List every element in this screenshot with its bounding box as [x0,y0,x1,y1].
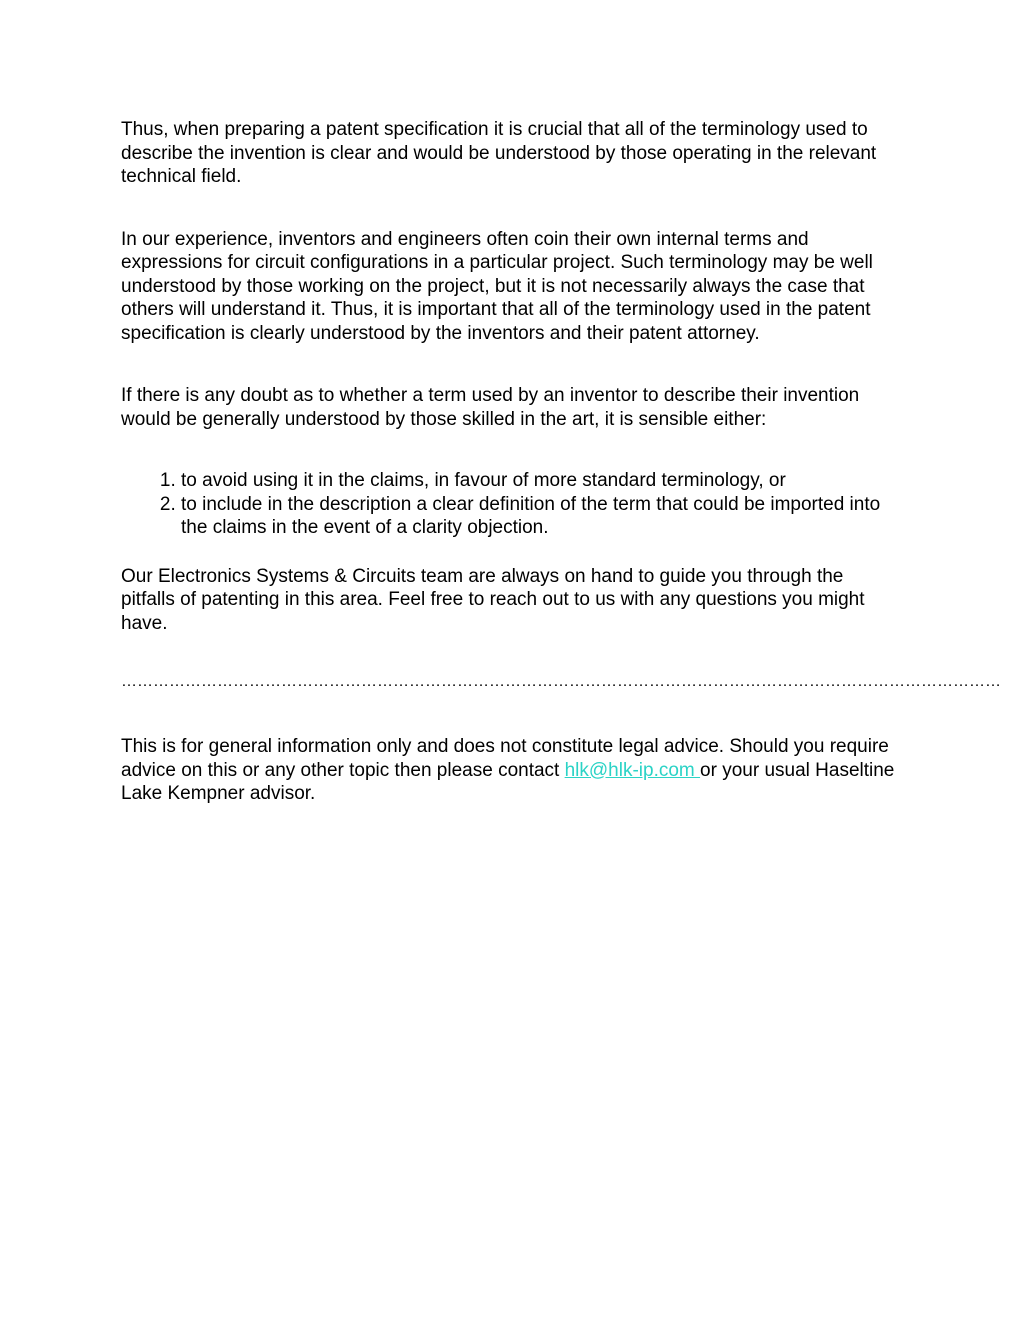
disclaimer-text: This is for general information only and does not constitute legal advice. Should you require advice on this or any other topic then please contact [121,736,889,781]
document-page [121,118,1001,806]
disclaimer [121,735,901,806]
dotted-divider: ………………………………………………………………………………………………………………………………………………… [121,673,1001,690]
list-item: 2. to include in the description a clear definition of the term that could be imported into the claims in the event of a clarity objection. [181,493,901,540]
paragraph-experience: In our experience, inventors and engineers often coin their own internal terms and expressions for circuit configurations in a particular project. Such terminology may be well understood by those working on the project, but it is not necessarily always the case that others will understand it. Thus, it is important that all of the terminology used in the patent specification is clearly understood by the inventors and their patent attorney. [121,228,873,344]
email-link[interactable]: hlk@hlk-ip.com [564,759,701,781]
paragraph-doubt: If there is any doubt as to whether a term used by an inventor to describe their invention would be generally understood by those skilled in the art, it is sensible either: [121,385,860,430]
paragraph-terminology: Thus, when preparing a patent specification it is crucial that all of the terminology used to describe the invention is clear and would be understood by those operating in the relevant technical field. [121,119,877,187]
disclaimer-text-end: or your usual Haseltine Lake Kempner advisor. [121,759,895,804]
options-list [121,469,901,540]
list-item: 1. to avoid using it in the claims, in favour of more standard terminology, or [181,469,901,493]
paragraph-team: Our Electronics Systems & Circuits team are always on hand to guide you through the pitfalls of patenting in this area. Feel free to reach out to us with any questions you might have. [121,565,865,634]
